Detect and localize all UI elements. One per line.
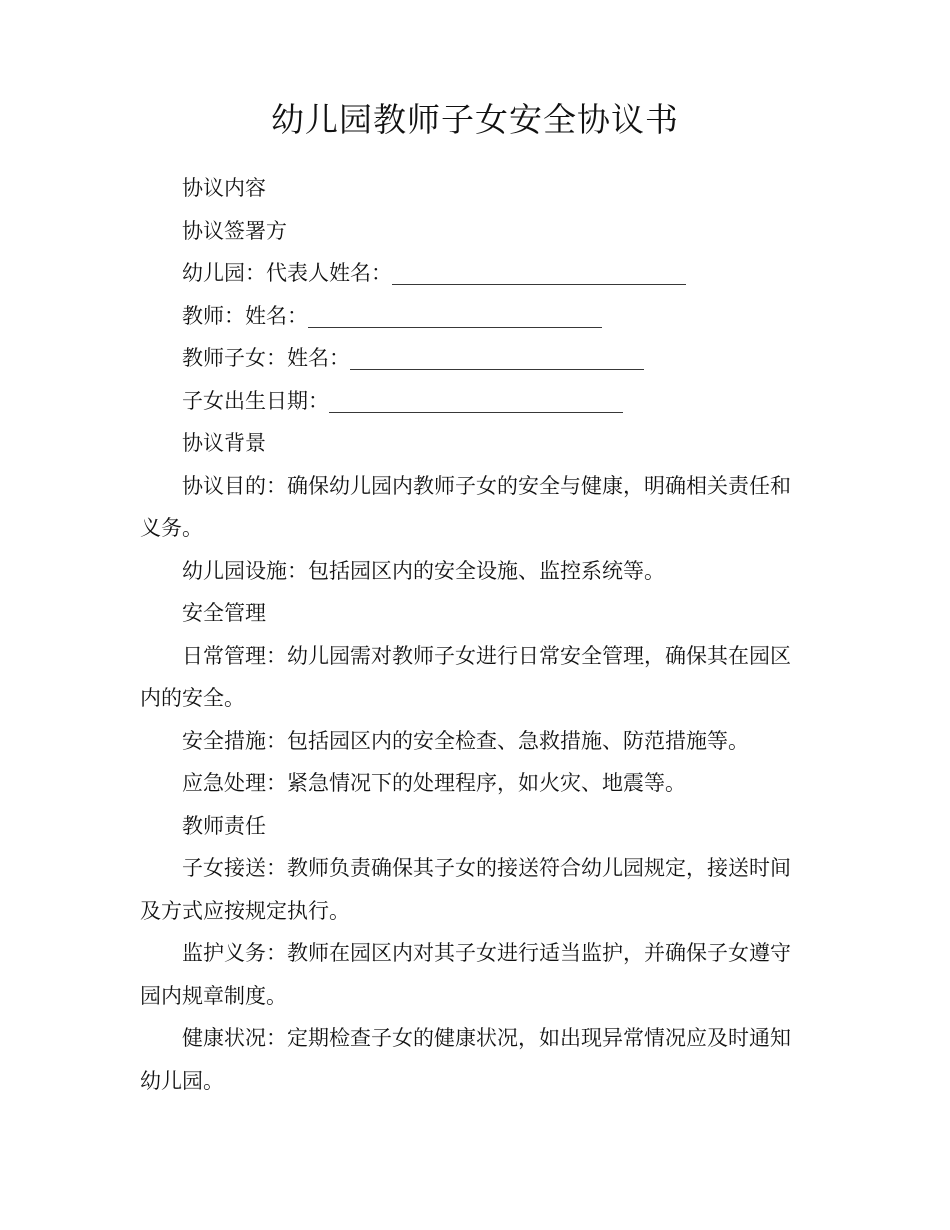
blank-fill-line: ____________________________: [392, 261, 686, 285]
paragraph-text: 健康状况：定期检查子女的健康状况，如出现异常情况应及时通知幼儿园。: [140, 1026, 791, 1093]
paragraph-text: 安全管理: [182, 601, 266, 625]
paragraph: [140, 762, 796, 805]
child-birthdate-line: [140, 380, 796, 423]
paragraph: [140, 465, 796, 550]
paragraph: [140, 592, 796, 635]
signatory-teacher-line: [140, 295, 796, 338]
paragraph: [140, 635, 796, 720]
paragraph-text: 安全措施：包括园区内的安全检查、急救措施、防范措施等。: [182, 728, 749, 753]
blank-fill-line: ____________________________: [308, 303, 602, 328]
paragraph: [140, 550, 796, 593]
paragraph-text: 教师责任: [182, 813, 266, 838]
document-body: [140, 167, 796, 1102]
paragraph: [140, 422, 796, 465]
paragraph: [140, 1017, 796, 1102]
paragraph: [140, 847, 796, 932]
paragraph-text: 协议内容: [182, 176, 266, 200]
paragraph: [140, 805, 796, 848]
paragraph: [140, 167, 796, 210]
paragraph-text: 协议背景: [182, 431, 266, 455]
paragraph-text: 协议签署方: [182, 218, 287, 243]
signatory-kindergarten-line: [140, 252, 796, 295]
paragraph-text: 监护义务：教师在园区内对其子女进行适当监护，并确保子女遵守园内规章制度。: [140, 941, 791, 1008]
paragraph-text: 幼儿园设施：包括园区内的安全设施、监控系统等。: [182, 558, 665, 583]
blank-fill-line: ____________________________: [329, 388, 623, 413]
field-label: 子女出生日期：: [182, 388, 329, 413]
paragraph-text: 应急处理：紧急情况下的处理程序，如火灾、地震等。: [182, 771, 686, 795]
field-label: 幼儿园：代表人姓名：: [182, 261, 392, 285]
blank-fill-line: ____________________________: [350, 346, 644, 370]
paragraph-text: 子女接送：教师负责确保其子女的接送符合幼儿园规定，接送时间及方式应按规定执行。: [140, 856, 791, 923]
paragraph: [140, 210, 796, 253]
paragraph: [140, 720, 796, 763]
paragraph-text: 协议目的：确保幼儿园内教师子女的安全与健康，明确相关责任和义务。: [140, 473, 791, 540]
paragraph: [140, 932, 796, 1017]
field-label: 教师子女：姓名：: [182, 346, 350, 370]
paragraph-text: 日常管理：幼儿园需对教师子女进行日常安全管理，确保其在园区内的安全。: [140, 643, 791, 710]
document-title: 幼儿园教师子女安全协议书: [271, 100, 679, 139]
field-label: 教师：姓名：: [182, 303, 308, 328]
signatory-child-line: [140, 337, 796, 380]
